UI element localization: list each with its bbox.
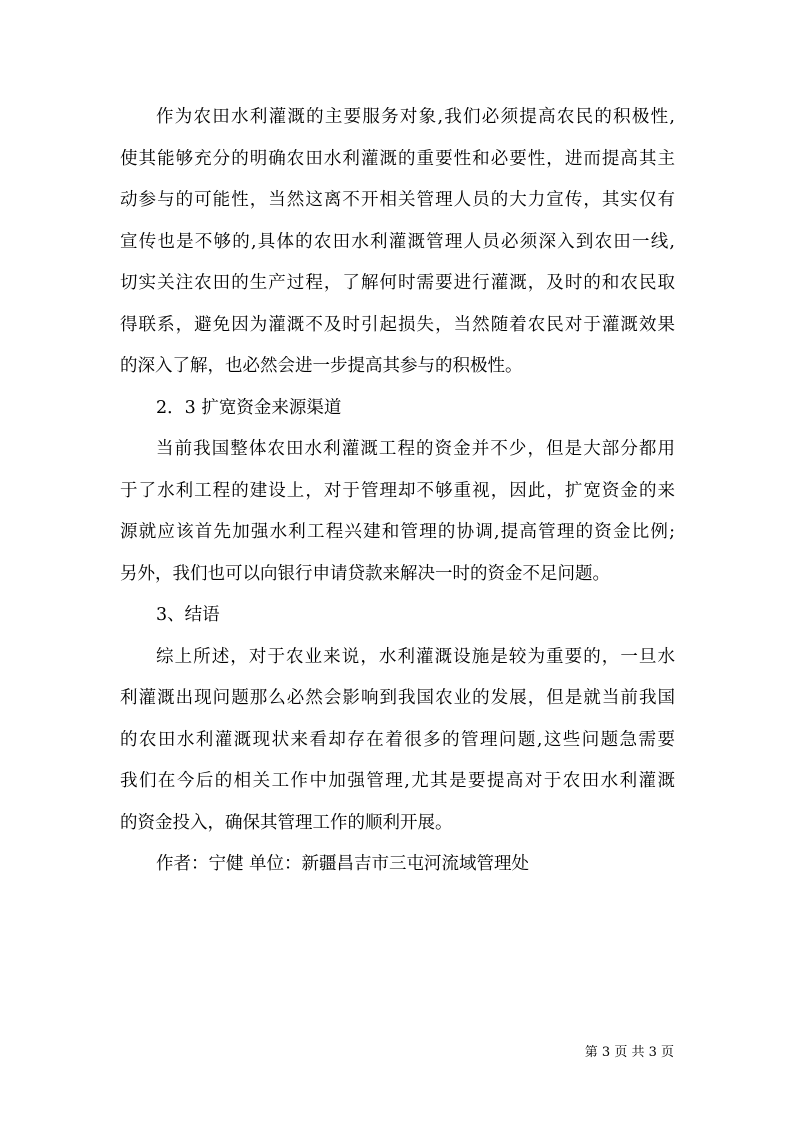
section-heading-3: 3、结语 bbox=[156, 605, 220, 625]
paragraph-line: 得联系，避免因为灌溉不及时引起损失，当然随着农民对于灌溉效果 bbox=[120, 314, 675, 335]
paragraph-line: 宣传也是不够的,具体的农田水利灌溉管理人员必须深入到农田一线, bbox=[120, 231, 675, 252]
paragraph-conclusion bbox=[120, 637, 675, 845]
paragraph-line: 另外，我们也可以向银行申请贷款来解决一时的资金不足问题。 bbox=[120, 563, 610, 584]
author-info: 作者：宁健 单位：新疆昌吉市三屯河流域管理处 bbox=[156, 854, 530, 874]
paragraph-line: 利灌溉出现问题那么必然会影响到我国农业的发展，但是就当前我国 bbox=[120, 688, 675, 708]
paragraph-line: 的深入了解，也必然会进一步提高其参与的积极性。 bbox=[120, 356, 523, 376]
paragraph-line: 当前我国整体农田水利灌溉工程的资金并不少，但是大部分都用 bbox=[156, 439, 675, 459]
paragraph-line: 于了水利工程的建设上，对于管理却不够重视，因此，扩宽资金的来 bbox=[120, 480, 675, 501]
paragraph-line: 切实关注农田的生产过程，了解何时需要进行灌溉，及时的和农民取 bbox=[120, 273, 675, 293]
paragraph-line: 作为农田水利灌溉的主要服务对象,我们必须提高农民的积极性, bbox=[156, 107, 675, 127]
paragraph-line: 动参与的可能性，当然这离不开相关管理人员的大力宣传，其实仅有 bbox=[120, 190, 675, 210]
section-heading-2-3: 2．3 扩宽资金来源渠道 bbox=[156, 397, 342, 418]
paragraph-line: 的农田水利灌溉现状来看却存在着很多的管理问题,这些问题急需要 bbox=[120, 729, 675, 750]
paragraph-line: 源就应该首先加强水利工程兴建和管理的协调,提高管理的资金比例; bbox=[120, 522, 675, 542]
paragraph-line: 我们在今后的相关工作中加强管理,尤其是要提高对于农田水利灌溉 bbox=[120, 771, 675, 791]
paragraph-line: 的资金投入，确保其管理工作的顺利开展。 bbox=[120, 812, 453, 833]
paragraph-funding bbox=[120, 429, 675, 595]
document-body bbox=[120, 97, 675, 886]
paragraph-line: 使其能够充分的明确农田水利灌溉的重要性和必要性，进而提高其主 bbox=[120, 148, 675, 169]
page-number: 第 3 页 共 3 页 bbox=[584, 1045, 674, 1060]
paragraph-farmer-participation bbox=[120, 97, 675, 388]
paragraph-line: 综上所述，对于农业来说，水利灌溉设施是较为重要的，一旦水 bbox=[156, 646, 675, 667]
